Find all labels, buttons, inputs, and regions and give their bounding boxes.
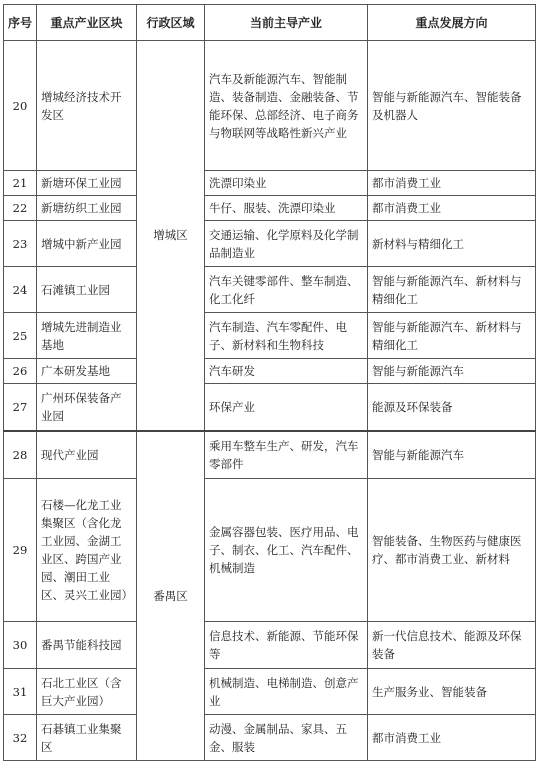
row-number: 22: [4, 196, 37, 221]
development-direction: 智能与新能源汽车: [368, 431, 536, 479]
current-industry: 汽车研发: [205, 359, 368, 384]
district-zengcheng: 增城区: [137, 41, 205, 431]
header-district: 行政区域: [137, 5, 205, 41]
current-industry: 环保产业: [205, 384, 368, 431]
row-number: 32: [4, 715, 37, 761]
zone-name: 现代产业园: [37, 431, 137, 479]
development-direction: 都市消费工业: [368, 171, 536, 196]
current-industry: 汽车及新能源汽车、智能制造、装备制造、金融装备、节能环保、总部经济、电子商务与物联网等战略性新兴产业: [205, 41, 368, 171]
current-industry: 洗漂印染业: [205, 171, 368, 196]
table-row: [4, 384, 536, 431]
current-industry: 交通运输、化学原料及化学制品制造业: [205, 221, 368, 267]
table-row: [4, 41, 536, 171]
zone-name: 增城中新产业园: [37, 221, 137, 267]
table-row: [4, 196, 536, 221]
zone-name: 石楼—化龙工业集聚区（含化龙工业园、金湖工业区、跨国产业园、潮田工业区、灵兴工业园）: [37, 479, 137, 622]
development-direction: 都市消费工业: [368, 196, 536, 221]
development-direction: 智能与新能源汽车、新材料与精细化工: [368, 313, 536, 359]
zone-name: 广本研发基地: [37, 359, 137, 384]
table-row: [4, 359, 536, 384]
row-number: 28: [4, 431, 37, 479]
current-industry: 汽车关键零部件、整车制造、化工化纤: [205, 267, 368, 313]
row-number: 31: [4, 669, 37, 715]
industry-zone-table: [3, 4, 536, 761]
zone-name: 石滩镇工业园: [37, 267, 137, 313]
table-row: [4, 479, 536, 622]
row-number: 24: [4, 267, 37, 313]
current-industry: 汽车制造、汽车零配件、电子、新材料和生物科技: [205, 313, 368, 359]
current-industry: 动漫、金属制品、家具、五金、服装: [205, 715, 368, 761]
table-row: [4, 622, 536, 669]
development-direction: 智能装备、生物医药与健康医疗、都市消费工业、新材料: [368, 479, 536, 622]
table-row: [4, 431, 536, 479]
row-number: 25: [4, 313, 37, 359]
current-industry: 信息技术、新能源、节能环保等: [205, 622, 368, 669]
zone-name: 石北工业区（含巨大产业园）: [37, 669, 137, 715]
table-row: [4, 715, 536, 761]
development-direction: 智能与新能源汽车、智能装备及机器人: [368, 41, 536, 171]
development-direction: 新材料与精细化工: [368, 221, 536, 267]
table-row: [4, 267, 536, 313]
row-number: 30: [4, 622, 37, 669]
district-panyu: 番禺区: [137, 431, 205, 761]
header-no: 序号: [4, 5, 37, 41]
row-number: 26: [4, 359, 37, 384]
zone-name: 增城经济技术开发区: [37, 41, 137, 171]
development-direction: 生产服务业、智能装备: [368, 669, 536, 715]
header-zone: 重点产业区块: [37, 5, 137, 41]
row-number: 21: [4, 171, 37, 196]
current-industry: 金属容器包装、医疗用品、电子、制衣、化工、汽车配件、机械制造: [205, 479, 368, 622]
zone-name: 新塘纺织工业园: [37, 196, 137, 221]
development-direction: 新一代信息技术、能源及环保装备: [368, 622, 536, 669]
header-row: [4, 5, 536, 41]
current-industry: 机械制造、电梯制造、创意产业: [205, 669, 368, 715]
current-industry: 牛仔、服装、洗漂印染业: [205, 196, 368, 221]
current-industry: 乘用车整车生产、研发，汽车零部件: [205, 431, 368, 479]
header-direction: 重点发展方向: [368, 5, 536, 41]
table-row: [4, 171, 536, 196]
development-direction: 能源及环保装备: [368, 384, 536, 431]
row-number: 20: [4, 41, 37, 171]
row-number: 27: [4, 384, 37, 431]
table-row: [4, 313, 536, 359]
header-industry: 当前主导产业: [205, 5, 368, 41]
development-direction: 智能与新能源汽车: [368, 359, 536, 384]
row-number: 29: [4, 479, 37, 622]
row-number: 23: [4, 221, 37, 267]
zone-name: 石碁镇工业集聚区: [37, 715, 137, 761]
zone-name: 新塘环保工业园: [37, 171, 137, 196]
development-direction: 都市消费工业: [368, 715, 536, 761]
table-row: [4, 221, 536, 267]
table-row: [4, 669, 536, 715]
zone-name: 广州环保装备产业园: [37, 384, 137, 431]
zone-name: 番禺节能科技园: [37, 622, 137, 669]
zone-name: 增城先进制造业基地: [37, 313, 137, 359]
development-direction: 智能与新能源汽车、新材料与精细化工: [368, 267, 536, 313]
